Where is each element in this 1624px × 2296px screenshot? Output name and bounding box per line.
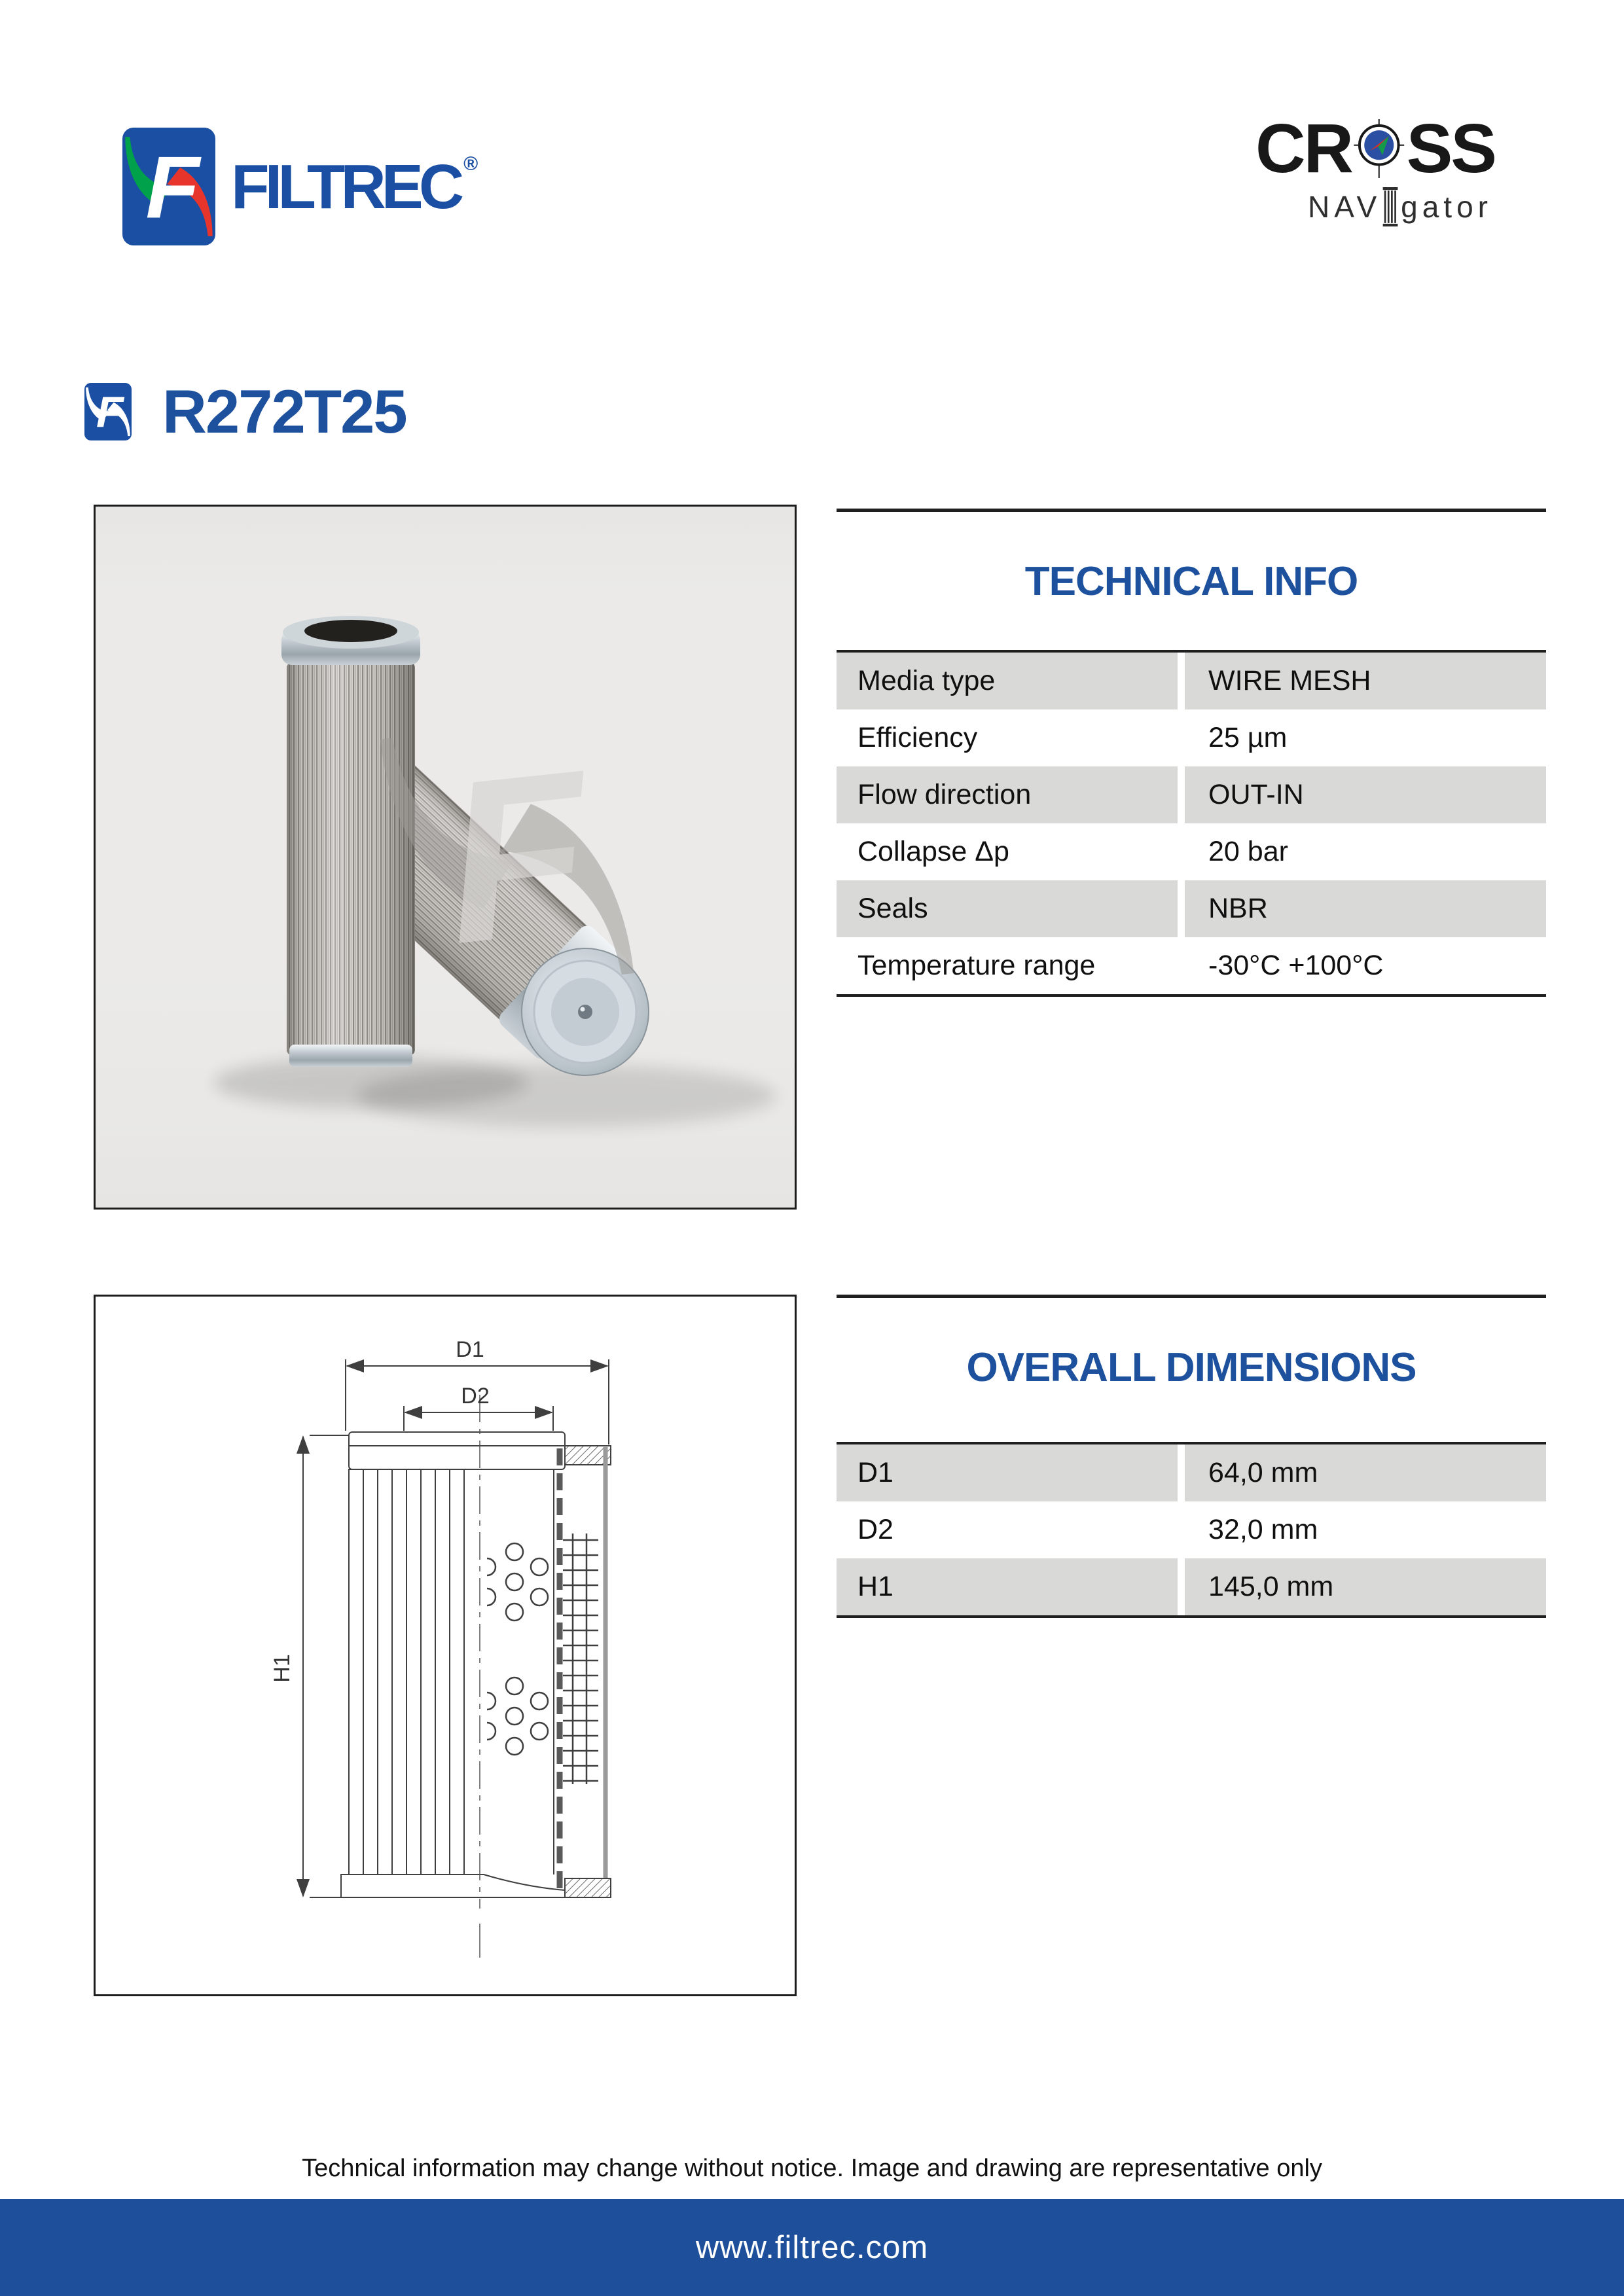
column-icon	[1382, 187, 1398, 226]
row-label: Seals	[837, 880, 1178, 937]
table-row	[837, 1558, 1546, 1615]
filtrec-logo	[122, 128, 478, 245]
footer-bar	[0, 2199, 1624, 2296]
table-row	[837, 709, 1546, 766]
disclaimer-text: Technical information may change without notice. Image and drawing are representative only	[302, 2155, 1322, 2182]
row-label: Efficiency	[857, 722, 978, 753]
row-value: 20 bar	[1208, 836, 1288, 867]
product-photo-image	[96, 507, 795, 1208]
cross-wordmark	[1255, 110, 1495, 187]
navigator-wordmark	[1255, 187, 1495, 226]
technical-info-title: TECHNICAL INFO	[1024, 559, 1358, 604]
registered-trademark-symbol: ®	[463, 153, 478, 175]
table-row	[837, 766, 1546, 823]
technical-info-table	[837, 650, 1546, 997]
overall-dimensions-section	[837, 1295, 1546, 1622]
drawing-label-d2: D2	[461, 1384, 490, 1408]
row-value: NBR	[1185, 880, 1546, 937]
compass-icon	[1353, 110, 1405, 187]
row-label: Media type	[837, 653, 1178, 709]
row-label: D2	[857, 1514, 893, 1545]
row-label: Collapse Δp	[857, 836, 1009, 867]
table-row	[837, 653, 1546, 709]
table-row	[837, 1501, 1546, 1558]
gator-text: gator	[1401, 190, 1492, 224]
row-value: OUT-IN	[1185, 766, 1546, 823]
row-value: 64,0 mm	[1185, 1444, 1546, 1501]
row-label: Temperature range	[857, 950, 1096, 981]
table-row	[837, 1444, 1546, 1501]
section-divider	[837, 509, 1546, 512]
table-row	[837, 823, 1546, 880]
nav-text: NAV	[1307, 190, 1382, 224]
filtrec-wordmark-text: FILTREC	[231, 152, 460, 222]
drawing-label-h1: H1	[270, 1654, 295, 1683]
filtrec-wordmark	[231, 152, 478, 222]
row-value: 32,0 mm	[1208, 1514, 1318, 1545]
row-label: D1	[837, 1444, 1178, 1501]
section-divider	[837, 1295, 1546, 1298]
row-label: H1	[837, 1558, 1178, 1615]
cross-navigator-logo	[1255, 110, 1495, 226]
row-value: WIRE MESH	[1185, 653, 1546, 709]
table-row	[837, 880, 1546, 937]
website-url: www.filtrec.com	[695, 2230, 929, 2265]
overall-dimensions-table	[837, 1442, 1546, 1618]
row-value: 25 µm	[1208, 722, 1288, 753]
drawing-label-d1: D1	[456, 1337, 484, 1362]
row-label: Flow direction	[837, 766, 1178, 823]
table-row	[837, 937, 1546, 994]
product-heading	[84, 377, 406, 446]
technical-drawing-image	[96, 1297, 795, 1994]
technical-info-section	[837, 509, 1546, 999]
product-filter-icon	[84, 383, 132, 440]
row-value: 145,0 mm	[1185, 1558, 1546, 1615]
product-photo	[94, 505, 797, 1210]
page-title: R272T25	[162, 377, 406, 446]
technical-drawing	[94, 1295, 797, 1996]
cross-text-left: CR	[1255, 110, 1352, 187]
overall-dimensions-title: OVERALL DIMENSIONS	[966, 1345, 1416, 1390]
row-value: -30°C +100°C	[1208, 950, 1384, 981]
cross-text-right: SS	[1406, 110, 1495, 187]
filtrec-logo-mark-icon	[122, 128, 215, 245]
